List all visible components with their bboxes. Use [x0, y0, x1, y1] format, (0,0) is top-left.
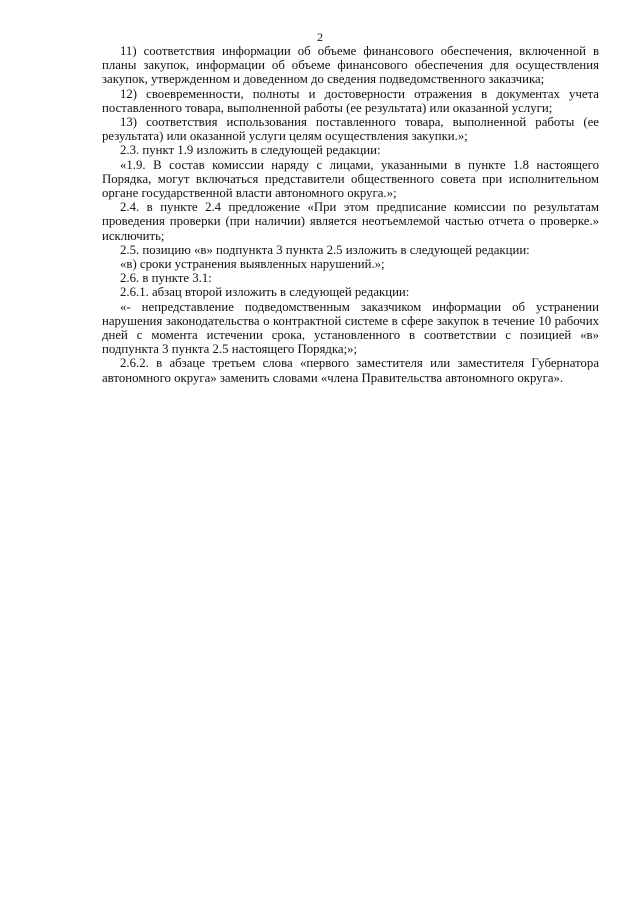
paragraph-item-12: 12) своевременности, полноты и достоверности отражения в документах учета поставленного товара, выполненной работы (ее результата) или оказанной услуги;: [102, 86, 599, 115]
paragraph-2-6-2: 2.6.2. в абзаце третьем слова «первого заместителя или заместителя Губернатора автономного округа» заменить словами «члена Правительства автономного округа».: [102, 356, 599, 385]
paragraph-item-11: 11) соответствия информации об объеме финансового обеспечения, включенной в планы закупок, информации об объеме финансового обеспечения для осуществления закупок, утвержденном и доведенном до сведения подведомственного заказчика;: [102, 44, 599, 87]
document-body: [102, 44, 599, 385]
paragraph-quote-1-9: «1.9. В состав комиссии наряду с лицами, указанными в пункте 1.8 настоящего Порядка, могут включаться представители общественного совета при исполнительном органе государственной власти автономного округа.»;: [102, 157, 599, 201]
paragraph-quote-v: «в) сроки устранения выявленных нарушений.»;: [120, 257, 385, 272]
paragraph-2-6-1: 2.6.1. абзац второй изложить в следующей редакции:: [120, 285, 410, 300]
paragraph-item-13: 13) соответствия использования поставленного товара, выполненной работы (ее результата) или оказанной услуги целям осуществления закупки.»;: [102, 115, 599, 144]
page-number: 2: [317, 30, 323, 44]
paragraph-2-3: 2.3. пункт 1.9 изложить в следующей редакции:: [120, 143, 381, 158]
paragraph-2-6: 2.6. в пункте 3.1:: [120, 271, 212, 286]
paragraph-2-5: 2.5. позицию «в» подпункта 3 пункта 2.5 изложить в следующей редакции:: [120, 242, 530, 257]
paragraph-2-4: 2.4. в пункте 2.4 предложение «При этом предписание комиссии по результатам проведения проверки (при наличии) является неотъемлемой частью отчета о проверке.» исключить;: [102, 200, 599, 243]
paragraph-quote-nepredstavlenie: «- непредставление подведомственным заказчиком информации об устранении нарушения законодательства о контрактной системе в сфере закупок в течение 10 рабочих дней с момента истечении срока, установленного в соответствии с позицией «в» подпункта 3 пункта 2.5 настоящего Порядка;»;: [102, 299, 599, 357]
